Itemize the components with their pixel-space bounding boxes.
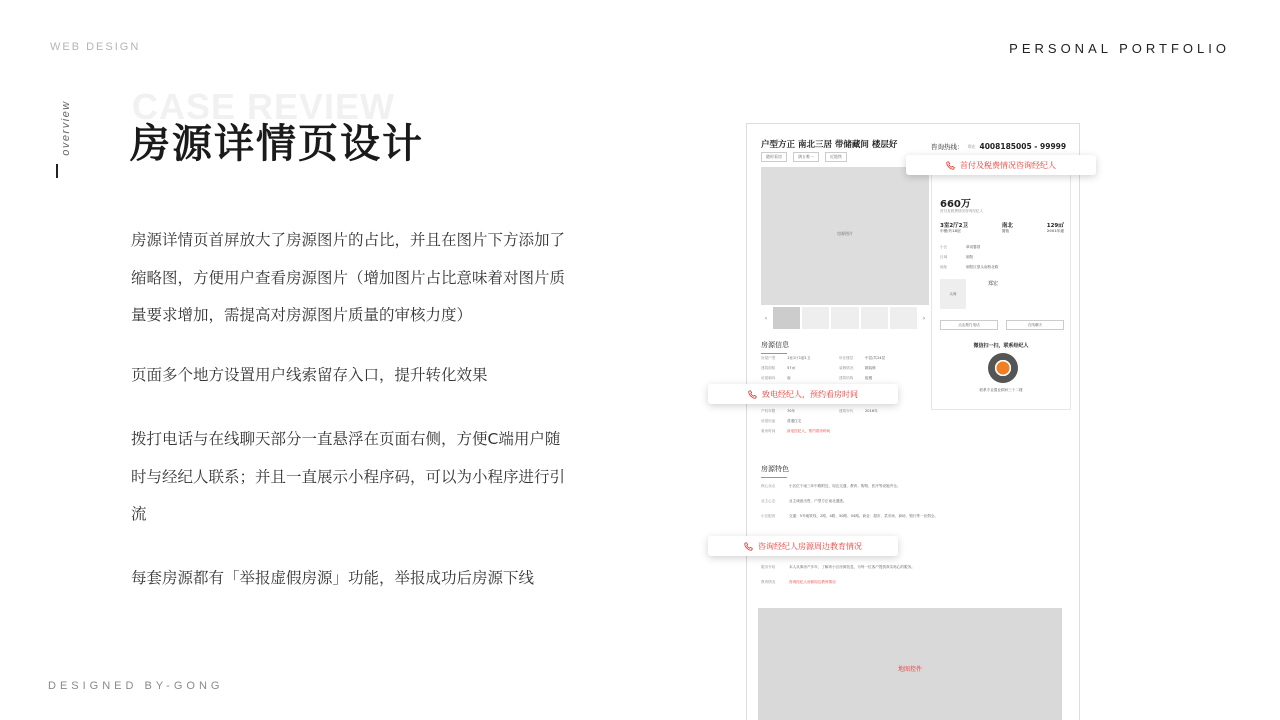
- info-label: 产权年限: [761, 409, 776, 413]
- info-label: 房屋户型: [761, 356, 776, 360]
- list-item: [761, 514, 1061, 519]
- community-row: [940, 255, 998, 265]
- info-label: 建筑结构: [839, 376, 854, 380]
- listing-tags: [761, 152, 847, 162]
- listing-title: 户型方正 南北三居 带储藏间 楼层好: [761, 140, 898, 150]
- thumbnail[interactable]: [773, 307, 800, 329]
- floating-contact-panel: [931, 168, 1071, 410]
- info-value: 中层/共24层: [865, 356, 886, 360]
- info-label: 建筑年代: [839, 409, 854, 413]
- table-row: [761, 429, 921, 439]
- thumbnail[interactable]: [802, 307, 829, 329]
- header-tag-left: WEB DESIGN: [50, 41, 141, 53]
- info-label: 看房时间: [761, 429, 776, 433]
- area-value: 朝阳: [966, 255, 974, 259]
- table-row: [761, 356, 921, 366]
- list-item: [761, 484, 1061, 489]
- table-row: [761, 419, 921, 429]
- callout-viewing-text: 致电经纪人，预约看房时间: [762, 389, 858, 399]
- listing-specs: [940, 221, 1064, 234]
- list-item: [761, 580, 1061, 585]
- table-row: [761, 409, 921, 419]
- area-label: 区域: [940, 255, 948, 259]
- spec-orientation: [1002, 221, 1013, 234]
- callout-tax[interactable]: [906, 155, 1096, 175]
- footer-credit: DESIGNED BY-GONG: [48, 680, 224, 692]
- spec-layout-value: 3室2厅2卫: [940, 223, 968, 229]
- info-label: 建筑面积: [761, 366, 776, 370]
- info-value: 1室1厅1厨1卫: [787, 356, 811, 360]
- chevron-left-icon[interactable]: ‹: [764, 314, 768, 322]
- callout-education-text: 咨询经纪人房源周边教育情况: [758, 541, 862, 551]
- description-paragraph-2: 页面多个地方设置用户线索留存入口，提升转化效果: [131, 366, 488, 384]
- community-value[interactable]: 翠成馨园: [966, 245, 981, 249]
- description-paragraph-4: 每套房源都有「举报虚假房源」功能，举报成功后房源下线: [131, 569, 535, 587]
- features-list-lower: [761, 565, 1061, 595]
- feature-label: 服务介绍: [761, 565, 776, 569]
- address-label: 地址: [940, 265, 948, 269]
- mini-program-qr-code: [988, 353, 1018, 383]
- page-title: 房源详情页设计: [130, 121, 424, 167]
- feature-text: 交通：5号地铁线、2路、4路、50路、54路。商业：超市、菜市场、商场、银行等一应俱全。: [789, 514, 938, 518]
- info-value: 70年: [787, 409, 796, 413]
- listing-tag[interactable]: 随时看房: [761, 152, 787, 162]
- thumbnail[interactable]: [861, 307, 888, 329]
- education-link[interactable]: 咨询经纪人房源周边教育情况: [789, 580, 836, 584]
- feature-label: 小区配套: [761, 514, 776, 518]
- feature-label: 业主心态: [761, 499, 776, 503]
- info-label: 装修情况: [839, 366, 854, 370]
- list-item: [761, 565, 1061, 570]
- info-label: 房屋朝向: [761, 376, 776, 380]
- watermark-text: CASE REVIEW: [132, 86, 396, 127]
- description-paragraph-1: 房源详情页首屏放大了房源图片的占比，并且在图片下方添加了缩略图，方便用户查看房源图片（增加图片占比意味着对图片质量要求增加，需提高对房源图片质量的审核力度）: [131, 231, 566, 324]
- qr-caption: 联系专业置业顾问三十二楼: [979, 388, 1023, 392]
- feature-text: 业主诚意出售，户型方正南北通透。: [789, 499, 847, 503]
- community-label: 小区: [940, 245, 948, 249]
- listing-price: 660万: [940, 199, 971, 210]
- thumbnail-strip: [761, 307, 929, 329]
- main-image-label: 房源图片: [837, 231, 853, 236]
- community-row: [940, 245, 998, 255]
- spec-area: [1047, 221, 1064, 234]
- spec-orientation-sub: 简装: [1001, 229, 1010, 233]
- chat-button[interactable]: 在线聊天: [1006, 320, 1064, 330]
- hotline-agent: 郑宏: [967, 143, 976, 149]
- thumbnail[interactable]: [890, 307, 917, 329]
- header-tag-right: PERSONAL PORTFOLIO: [1009, 41, 1230, 56]
- info-value: 南: [787, 376, 791, 380]
- info-value: 板楼: [865, 376, 873, 380]
- list-item: [761, 499, 1061, 504]
- features-list: [761, 484, 1061, 529]
- hotline-number[interactable]: 4008185005 - 99999: [979, 142, 1067, 151]
- phone-icon: [748, 390, 757, 399]
- price-note[interactable]: 首付及税费情况咨询经纪人: [940, 209, 984, 213]
- callout-education[interactable]: [708, 536, 898, 556]
- hotline-label: 咨询热线：: [931, 143, 964, 151]
- side-divider: [56, 164, 58, 178]
- qr-title: 微信扫一扫，联系经纪人: [973, 343, 1029, 349]
- info-table-lower: [761, 409, 921, 439]
- info-value: 57㎡: [787, 366, 796, 370]
- info-value: 普通住宅: [787, 419, 802, 423]
- avatar: 头像: [940, 279, 966, 309]
- feature-label: 核心卖点: [761, 484, 776, 488]
- listing-page-mockup: [746, 123, 1080, 720]
- side-label-text: overview: [60, 100, 72, 156]
- feature-text: 本人从事房产多年，了解该小区房源信息，为每一位客户提供真实贴心的服务。: [789, 565, 915, 569]
- callout-tax-text: 首付及税费情况咨询经纪人: [960, 160, 1056, 170]
- callout-viewing[interactable]: [708, 384, 898, 404]
- listing-tag[interactable]: 近地铁: [825, 152, 847, 162]
- spec-area-value: 129㎡: [1046, 223, 1064, 229]
- listing-tag[interactable]: 满五唯一: [793, 152, 819, 162]
- info-value: 2016年: [865, 409, 878, 413]
- info-label: 所在楼层: [839, 356, 854, 360]
- section-title-info: 房源信息: [761, 341, 789, 349]
- map-widget[interactable]: [758, 608, 1062, 720]
- table-row: [761, 366, 921, 376]
- side-section-label: [36, 92, 76, 162]
- thumbnail[interactable]: [831, 307, 858, 329]
- phone-icon: [744, 542, 753, 551]
- feature-text: 小区位于南三环中路附近，周边交通、教育、购物、医疗等设施齐全。: [789, 484, 901, 488]
- info-table: [761, 356, 921, 386]
- call-agent-button[interactable]: 点击拨打电话: [940, 320, 998, 330]
- community-row: [940, 265, 998, 275]
- spec-layout: [940, 221, 968, 234]
- description-paragraph-3: 拨打电话与在线聊天部分一直悬浮在页面右侧，方便C端用户随时与经纪人联系；并且一直展示小程序码，可以为小程序进行引流: [131, 430, 566, 523]
- viewing-link[interactable]: 致电经纪人，预约看房时间: [787, 429, 831, 433]
- address-value: 朝阳区望头南桥北路: [966, 265, 999, 269]
- map-label: 地图控件: [897, 666, 922, 673]
- section-title-features: 房源特色: [761, 465, 789, 473]
- chevron-right-icon[interactable]: ›: [922, 314, 926, 322]
- feature-label: 教育情况: [761, 580, 776, 584]
- community-info: [940, 245, 998, 275]
- spec-orientation-value: 南北: [1001, 223, 1013, 229]
- phone-icon: [946, 161, 955, 170]
- info-value: 精装修: [865, 366, 876, 370]
- main-listing-image[interactable]: [761, 167, 929, 305]
- spec-layout-sub: 中楼/共18层: [940, 229, 961, 233]
- hotline: [931, 142, 1066, 151]
- info-label: 房屋用途: [761, 419, 776, 423]
- spec-area-sub: 2001年建: [1046, 229, 1064, 233]
- agent-name: 郑宏: [988, 281, 999, 287]
